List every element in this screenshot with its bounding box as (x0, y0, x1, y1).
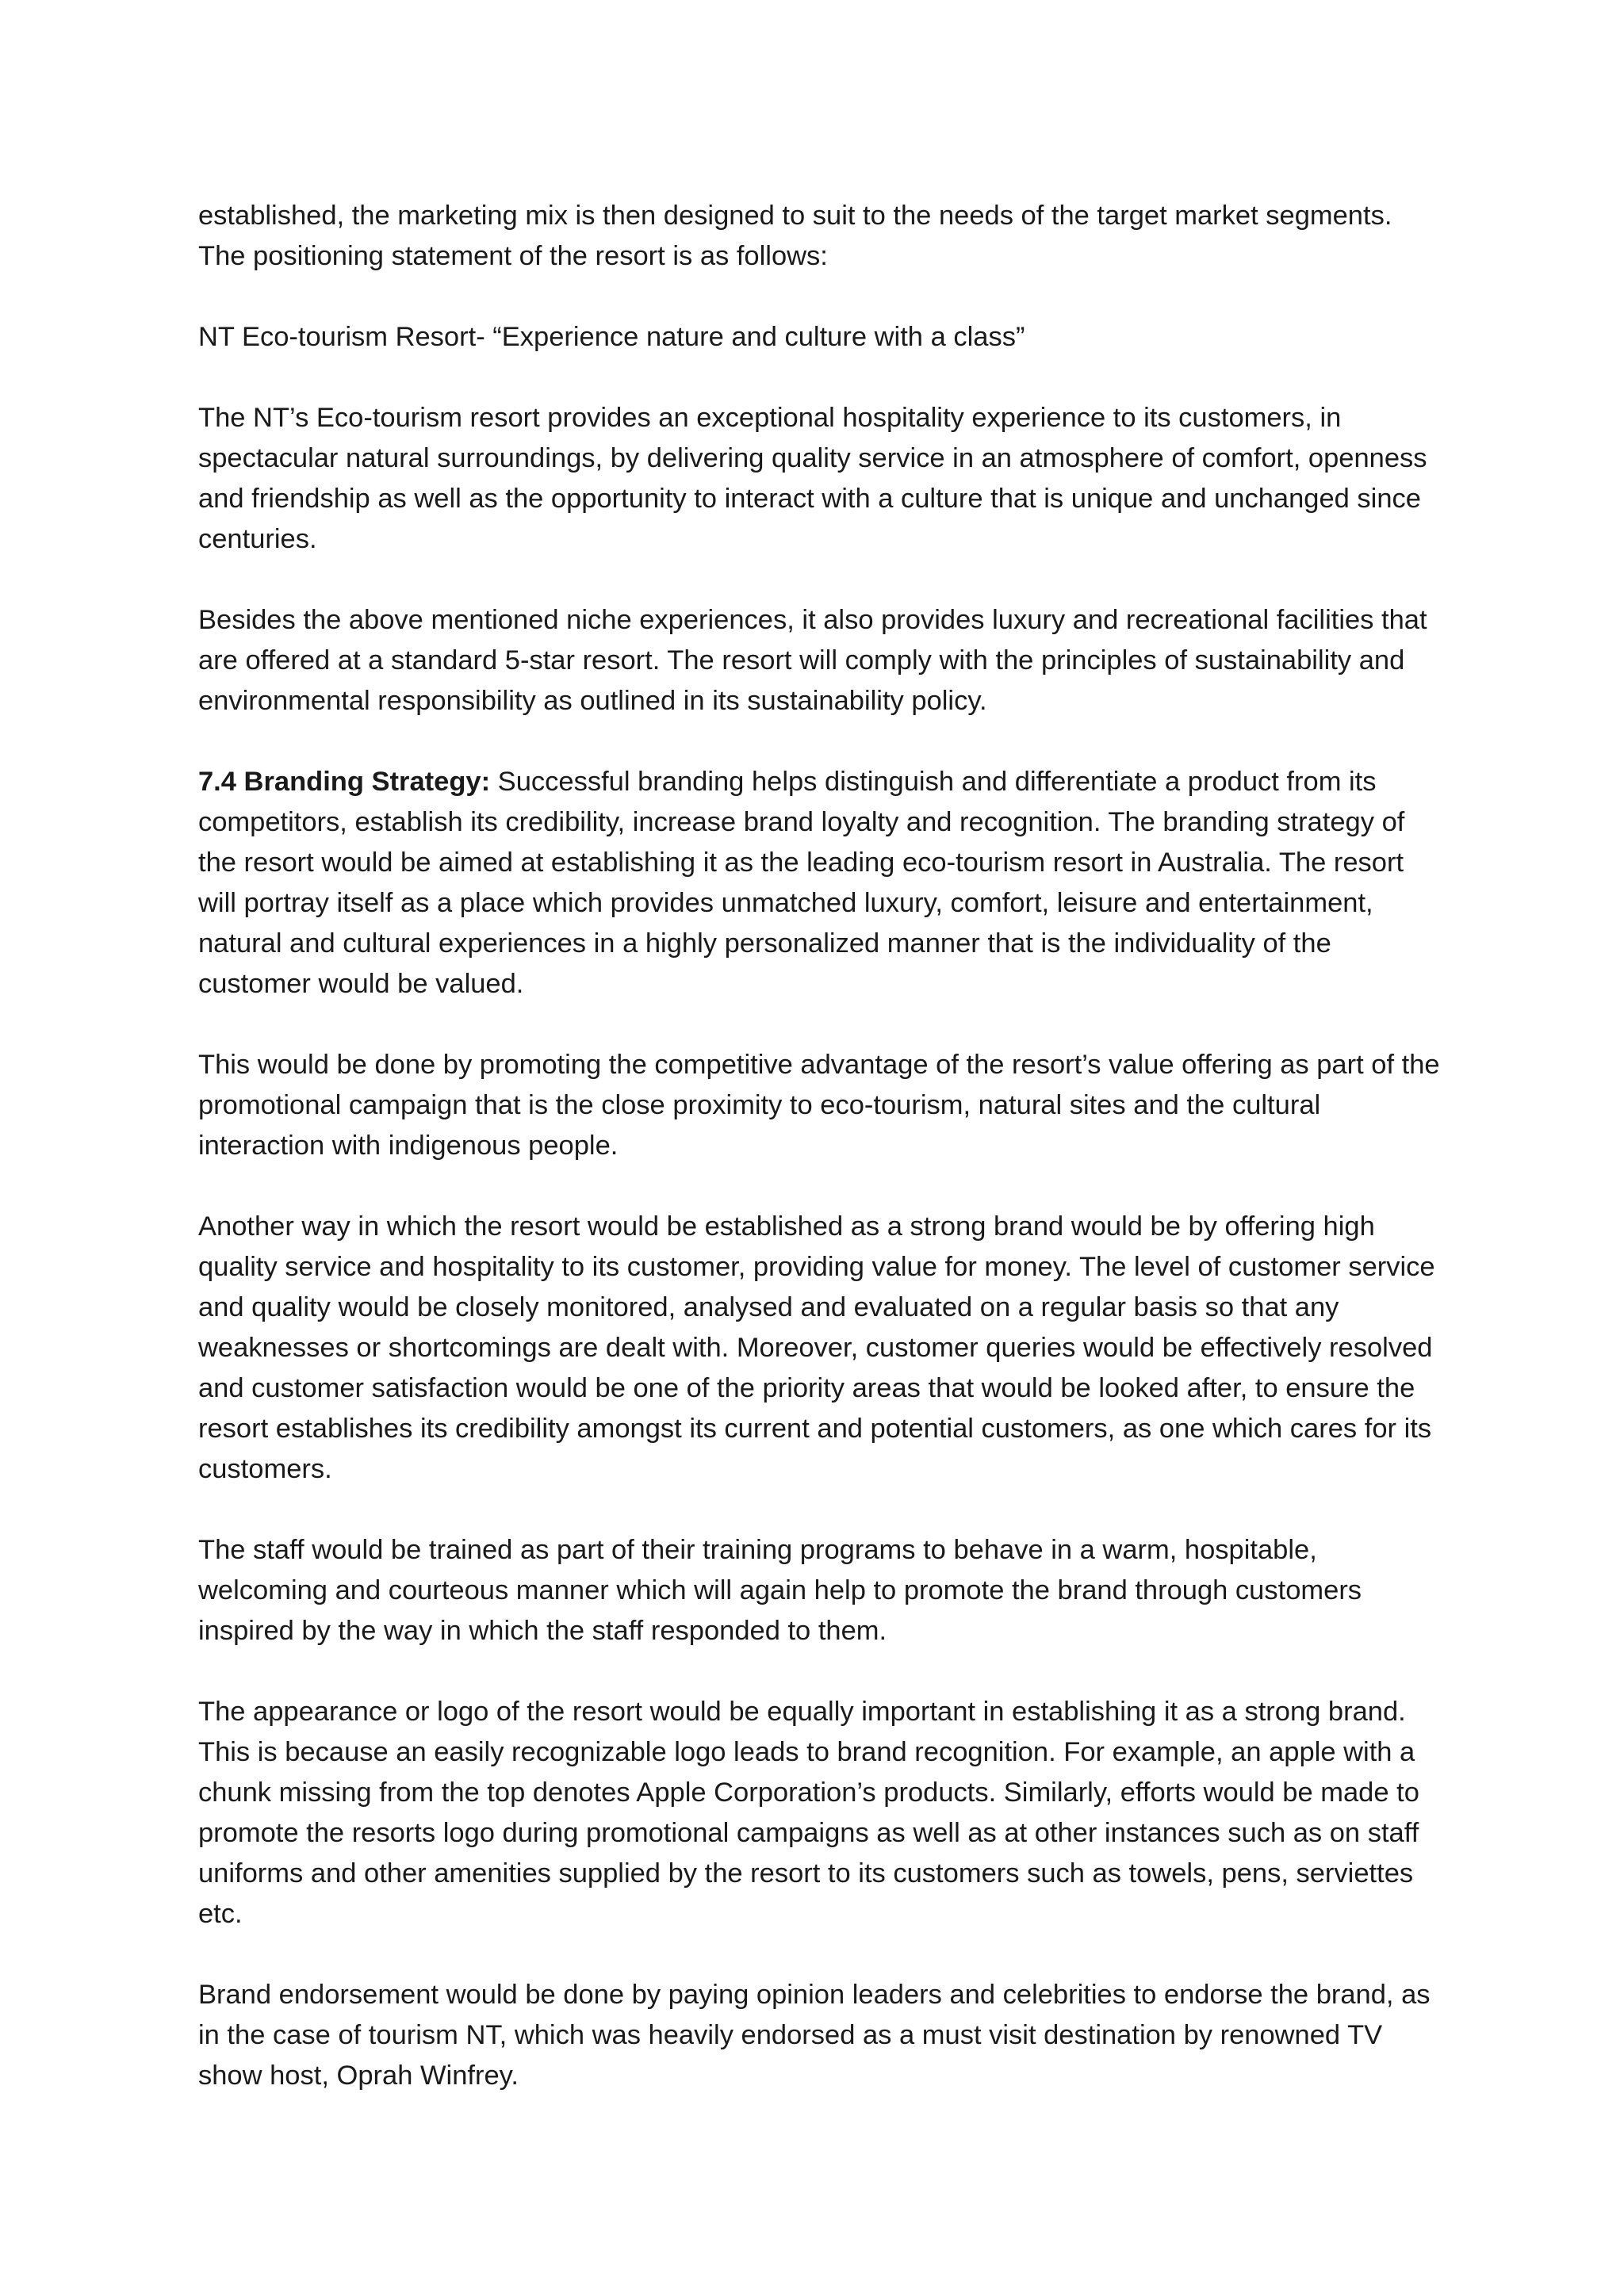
paragraph-branding-strategy (198, 762, 1443, 1004)
paragraph-brand-endorsement: Brand endorsement would be done by paying opinion leaders and celebrities to endorse the brand, as in the case of tourism NT, which was heavily endorsed as a must visit destination by renowned TV show host, Oprah Winfrey. (198, 1980, 1431, 2091)
document-body (198, 196, 1443, 2137)
paragraph-positioning-statement: NT Eco-tourism Resort- “Experience nature and culture with a class” (198, 322, 1025, 352)
section-heading-branding-strategy: 7.4 Branding Strategy: (198, 767, 491, 797)
paragraph-luxury-facilities: Besides the above mentioned niche experiences, it also provides luxury and recreational facilities that are offered at a standard 5-star resort. The resort will comply with the principles of sustainability and environmental responsibility as outlined in its sustainability policy. (198, 605, 1427, 716)
paragraph-resort-experience: The NT’s Eco-tourism resort provides an exceptional hospitality experience to its customers, in spectacular natural surroundings, by delivering quality service in an atmosphere of comfort, openness and friendship as well as the opportunity to interact with a culture that is unique and unchanged since centuries. (198, 403, 1427, 554)
paragraph-competitive-advantage: This would be done by promoting the competitive advantage of the resort’s value offering as part of the promotional campaign that is the close proximity to eco-tourism, natural sites and the cultural interaction with indigenous people. (198, 1050, 1440, 1161)
paragraph-staff-training: The staff would be trained as part of their training programs to behave in a warm, hospitable, welcoming and courteous manner which will again help to promote the brand through customers inspired by the way in which the staff responded to them. (198, 1535, 1362, 1646)
paragraph-marketing-mix: established, the marketing mix is then designed to suit to the needs of the target market segments. The positioning statement of the resort is as follows: (198, 201, 1392, 271)
paragraph-logo-appearance: The appearance or logo of the resort would be equally important in establishing it as a strong brand. This is because an easily recognizable logo leads to brand recognition. For example, an apple with a chunk missing from the top denotes Apple Corporation’s products. Similarly, efforts would be made to promote the resorts logo during promotional campaigns as well as at other instances such as on staff uniforms and other amenities supplied by the resort to its customers such as towels, pens, serviettes etc. (198, 1697, 1419, 1929)
paragraph-branding-strategy-text: Successful branding helps distinguish and differentiate a product from its competitors, establish its credibility, increase brand loyalty and recognition. The branding strategy of the resort would be aimed at establishing it as the leading eco-tourism resort in Australia. The resort will portray itself as a place which provides unmatched luxury, comfort, leisure and entertainment, natural and cultural experiences in a highly personalized manner that is the individuality of the customer would be valued. (198, 767, 1405, 999)
paragraph-service-quality: Another way in which the resort would be established as a strong brand would be by offering high quality service and hospitality to its customer, providing value for money. The level of customer service and quality would be closely monitored, analysed and evaluated on a regular basis so that any weaknesses or shortcomings are dealt with. Moreover, customer queries would be effectively resolved and customer satisfaction would be one of the priority areas that would be looked after, to ensure the resort establishes its credibility amongst its current and potential customers, as one which cares for its customers. (198, 1211, 1435, 1484)
